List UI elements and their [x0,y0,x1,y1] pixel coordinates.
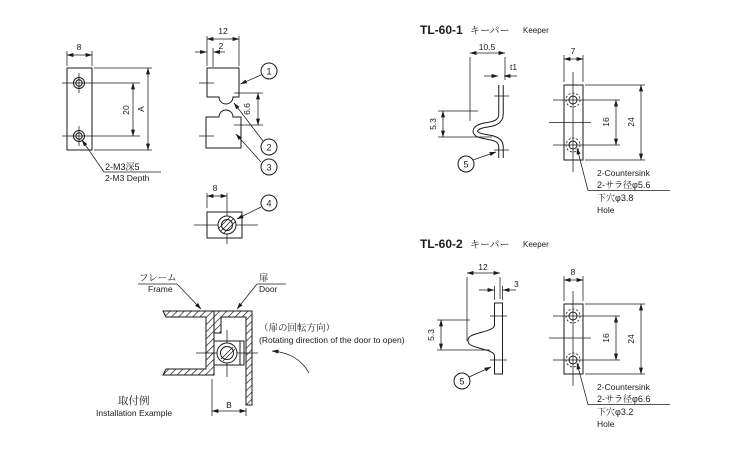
front-view [62,42,161,183]
balloon-5-tl60-1-label: 5 [463,159,469,170]
side-width-dim: 12 [218,26,228,36]
tl60-1-plate-height-dim: 24 [626,117,636,127]
balloon-1-label: 1 [266,66,272,77]
tl60-2-profile [426,262,519,389]
tl60-1-note-1: 2-Countersink [597,168,650,178]
tl60-2-model: TL-60-2 [420,237,463,251]
tl60-2-thickness-dim: 3 [514,279,519,289]
tl60-1-plate [549,46,670,215]
tl60-1-profile [428,42,517,172]
tl60-2-plate [549,267,670,429]
tl60-1-part-jp: キーパー [470,26,510,37]
tl60-1-width-dim: 10.5 [478,42,496,52]
frame-label-en: Frame [148,284,173,294]
front-hole-spacing-dim: 20 [121,105,131,115]
tl60-2-plate-height-dim: 24 [626,334,636,344]
tapped-hole-note-en: 2-M3 Depth [105,173,150,183]
front-width-dim: 8 [76,42,82,52]
tl60-2-plate-spacing-dim: 16 [601,333,611,343]
side-gap-dim: 6.6 [242,103,252,115]
tl60-1-height-dim: 5.3 [428,118,438,130]
tl60-2-width-dim: 12 [478,262,488,272]
tl60-1-model: TL-60-1 [420,23,463,37]
balloon-2-label: 2 [266,142,272,153]
tl60-2-note-3: 下穴φ3.2 [597,407,634,417]
bottom-view [194,183,277,244]
side-view [195,26,277,175]
keeper-tab-profile [468,303,503,374]
tl60-2-part-en: Keeper [523,240,549,249]
caption-jp: 取付例 [118,395,150,407]
side-upper-block [207,68,239,104]
rotation-arrow [272,351,309,373]
caption-en: Installation Example [96,408,173,418]
tl60-1-thickness-dim: t1 [510,62,518,72]
balloon-3-label: 3 [266,162,272,173]
door-label-en: Door [259,284,278,294]
installation-width-dim: B [226,400,232,410]
tl60-1-plate-spacing-dim: 16 [601,117,611,127]
tl60-2-note-1: 2-Countersink [597,382,650,392]
rotation-note-en: (Rotating direction of the door to open) [259,335,405,345]
side-offset-dim: 2 [218,41,224,51]
tl60-1-note-4: Hole [597,205,615,215]
tl60-1-plate-width-dim: 7 [570,46,576,56]
balloon-5-tl60-2-label: 5 [459,376,465,387]
tl60-1-note-2: 2-サラ径φ5.6 [597,180,651,190]
tl60-2-note-2: 2-サラ径φ6.6 [597,394,651,404]
frame-label-jp: フレーム [139,273,177,284]
tl60-2-section [420,237,670,429]
bottom-width-dim: 8 [212,183,218,193]
front-height-dim: A [136,106,146,112]
rotation-note-jp: （扉の回転方向） [259,323,336,334]
tl60-2-height-dim: 5.3 [426,329,436,341]
tl60-1-part-en: Keeper [523,26,549,35]
side-lower-block [206,110,241,148]
frame-section [163,311,214,375]
installation-example [96,272,405,418]
door-label-jp: 扉 [259,273,269,284]
tl60-1-note-3: 下穴φ3.8 [597,193,634,203]
tl60-1-section [420,23,670,215]
balloon-4-label: 4 [266,198,272,209]
tl60-2-part-jp: キーパー [470,240,510,251]
tl60-2-note-4: Hole [597,419,615,429]
tl60-2-plate-width-dim: 8 [570,267,576,277]
tapped-hole-note-jp: 2-M3深5 [105,162,140,172]
